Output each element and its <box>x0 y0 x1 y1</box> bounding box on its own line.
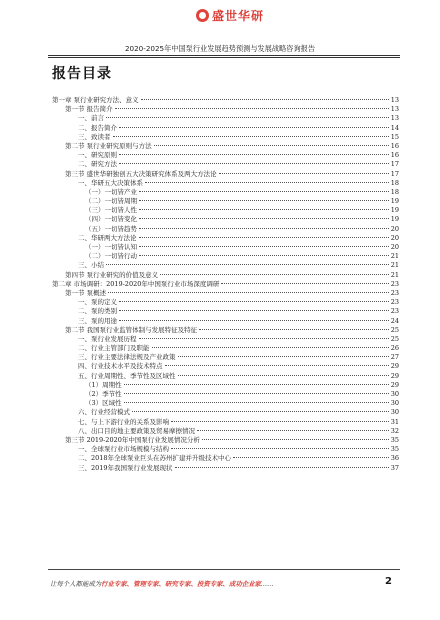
toc-leader-dots <box>165 365 389 366</box>
page-title: 报告目录 <box>52 66 112 82</box>
toc-entry-label: 一、研究原则 <box>78 151 117 160</box>
toc-entry-label: 二、报告简介 <box>78 123 117 132</box>
toc-leader-dots <box>202 439 389 440</box>
toc-entry-label: （3）区域性 <box>85 399 122 408</box>
toc-entry-page: 23 <box>390 307 399 316</box>
toc-entry-label: （一）一切皆认知 <box>85 243 137 251</box>
toc-leader-dots <box>124 384 389 385</box>
toc-entry-page: 37 <box>390 463 399 472</box>
toc-leader-dots <box>197 430 389 431</box>
toc-entry-page: 21 <box>390 270 399 279</box>
toc-entry-label: 二、2018年全球泵业巨头在苏州扩建并升级技术中心 <box>78 454 232 463</box>
toc-entry-label: 第二节 我国泵行业监管体制与发展特征及特征 <box>65 325 198 334</box>
toc-leader-dots <box>139 237 389 238</box>
toc-entry[interactable] <box>52 188 399 197</box>
toc-entry-page: 29 <box>390 362 399 371</box>
toc-entry[interactable] <box>52 289 399 298</box>
toc-leader-dots <box>115 108 389 109</box>
header-rule <box>48 55 400 56</box>
toc-entry-page: 24 <box>390 316 399 325</box>
toc-entry-label: （二）一切皆行动 <box>85 252 137 261</box>
table-of-contents <box>52 96 399 473</box>
toc-entry-label: 七、与上下游行业的关系及影响 <box>78 417 169 426</box>
toc-entry-page: 29 <box>390 371 399 380</box>
toc-entry-page: 16 <box>390 141 399 150</box>
toc-entry-label: 四、行业技术水平及技术特点 <box>78 362 163 371</box>
toc-entry-page: 35 <box>390 435 399 444</box>
toc-leader-dots <box>106 264 389 265</box>
footer-prefix: 让每个人都能成为 <box>50 580 102 588</box>
toc-entry-label: （三）一切皆人性 <box>85 206 137 215</box>
toc-entry-label: 二、行业主管部门及职能 <box>78 344 150 353</box>
toc-entry[interactable] <box>52 252 399 261</box>
toc-leader-dots <box>178 375 389 376</box>
toc-leader-dots <box>139 228 389 229</box>
toc-entry-label: 三、小结 <box>78 261 104 270</box>
toc-entry-page: 21 <box>390 252 399 261</box>
toc-entry-label: （1）周期性 <box>85 380 122 389</box>
toc-leader-dots <box>175 467 389 468</box>
toc-entry[interactable] <box>52 326 399 335</box>
toc-entry[interactable] <box>52 408 399 417</box>
toc-entry-label: （四）一切皆变化 <box>85 215 137 224</box>
footer-slogan <box>50 579 274 588</box>
toc-leader-dots <box>119 127 389 128</box>
toc-entry-label: 第二节 泵行业研究原则与方法 <box>65 141 152 150</box>
toc-entry-label: （五）一切皆趋势 <box>85 224 137 233</box>
toc-leader-dots <box>106 117 389 118</box>
toc-leader-dots <box>199 329 389 330</box>
toc-entry-label: 二、华研两大方法论 <box>78 233 137 242</box>
toc-entry-label: （二）一切皆周期 <box>85 197 137 206</box>
toc-entry-label: 一、前言 <box>78 114 104 123</box>
toc-entry-page: 20 <box>390 233 399 242</box>
toc-entry[interactable] <box>52 372 399 381</box>
toc-leader-dots <box>171 421 389 422</box>
toc-entry-page: 19 <box>390 206 399 215</box>
toc-entry[interactable] <box>52 96 399 105</box>
toc-leader-dots <box>160 274 389 275</box>
toc-entry[interactable] <box>52 215 399 224</box>
toc-entry-page: 35 <box>390 445 399 454</box>
toc-leader-dots <box>178 356 389 357</box>
toc-entry[interactable] <box>52 160 399 169</box>
toc-leader-dots <box>119 154 389 155</box>
toc-leader-dots <box>119 163 389 164</box>
toc-entry[interactable] <box>52 170 399 179</box>
toc-entry-page: 23 <box>390 288 399 297</box>
toc-entry[interactable] <box>52 445 399 454</box>
toc-entry-label: 三、泵的用途 <box>78 316 117 325</box>
page-number: 2 <box>385 576 392 587</box>
toc-entry[interactable] <box>52 151 399 160</box>
toc-entry-page: 17 <box>390 169 399 178</box>
toc-entry[interactable] <box>52 436 399 445</box>
toc-entry-page: 19 <box>390 215 399 224</box>
toc-leader-dots <box>139 200 389 201</box>
toc-entry-label: 第一节 报告简介 <box>65 105 113 114</box>
report-header-title: 2020-2025年中国泵行业发展趋势预测与发展战略咨询报告 <box>124 44 316 53</box>
toc-entry-page: 30 <box>390 408 399 417</box>
toc-entry[interactable] <box>52 133 399 142</box>
toc-entry-page: 27 <box>390 353 399 362</box>
toc-leader-dots <box>139 255 389 256</box>
toc-leader-dots <box>113 136 389 137</box>
toc-entry-page: 30 <box>390 399 399 408</box>
toc-leader-dots <box>119 301 389 302</box>
toc-entry-page: 14 <box>390 123 399 132</box>
toc-leader-dots <box>139 218 389 219</box>
header-rule-thin <box>48 57 400 58</box>
toc-leader-dots <box>154 145 389 146</box>
toc-entry[interactable] <box>52 344 399 353</box>
toc-entry[interactable] <box>52 298 399 307</box>
toc-entry-page: 15 <box>390 132 399 141</box>
toc-entry-page: 23 <box>390 298 399 307</box>
toc-entry[interactable] <box>52 114 399 123</box>
toc-entry-label: 二、研究方法 <box>78 160 117 169</box>
toc-entry-label: 五、行业周期性、季节性及区域性 <box>78 371 176 380</box>
toc-entry-label: 第三节 盛世华研独创五大决策研究体系及两大方法论 <box>65 169 217 178</box>
toc-entry[interactable] <box>52 124 399 133</box>
toc-entry-page: 26 <box>390 344 399 353</box>
toc-entry-page: 20 <box>390 243 399 251</box>
footer-rule <box>48 569 400 570</box>
toc-entry-label: 第一章 泵行业研究方法、意义 <box>52 96 139 104</box>
toc-leader-dots <box>108 292 389 293</box>
toc-entry[interactable] <box>52 243 399 252</box>
toc-entry-page: 32 <box>390 426 399 435</box>
toc-leader-dots <box>139 209 389 210</box>
toc-entry[interactable] <box>52 399 399 408</box>
toc-entry-label: 第四节 泵行业研究的价值及意义 <box>65 270 159 279</box>
toc-entry[interactable] <box>52 427 399 436</box>
toc-entry-label: 一、华研五大决策体系 <box>78 178 143 187</box>
toc-entry-page: 30 <box>390 390 399 398</box>
toc-leader-dots <box>124 393 389 394</box>
toc-entry[interactable] <box>52 335 399 344</box>
toc-entry-page: 25 <box>390 325 399 334</box>
toc-entry-page: 16 <box>390 151 399 160</box>
toc-entry[interactable] <box>52 317 399 326</box>
company-logo <box>196 6 264 24</box>
toc-entry-page: 31 <box>390 417 399 426</box>
toc-entry-label: 第一节 泵概述 <box>65 288 107 297</box>
footer-suffix: …… <box>260 580 274 588</box>
toc-entry[interactable] <box>52 225 399 234</box>
toc-entry[interactable] <box>52 381 399 390</box>
toc-entry-label: 一、全球泵行业市场规模与结构 <box>78 445 169 454</box>
toc-entry-label: （一）一切皆产业 <box>85 187 137 196</box>
toc-entry-page: 18 <box>390 187 399 196</box>
toc-entry-page: 20 <box>390 224 399 233</box>
toc-entry[interactable] <box>52 105 399 114</box>
toc-entry[interactable] <box>52 234 399 243</box>
toc-entry[interactable] <box>52 390 399 399</box>
toc-entry-label: 六、行业经营模式 <box>78 408 130 417</box>
toc-entry-page: 13 <box>390 114 399 123</box>
toc-leader-dots <box>139 191 389 192</box>
toc-leader-dots <box>171 448 389 449</box>
toc-entry-page: 19 <box>390 197 399 206</box>
toc-entry-page: 17 <box>390 160 399 169</box>
toc-entry-page: 36 <box>390 454 399 463</box>
toc-leader-dots <box>145 182 389 183</box>
toc-entry-page: 13 <box>390 96 399 104</box>
toc-entry-label: 一、泵行业发展历程 <box>78 334 137 343</box>
toc-leader-dots <box>132 411 389 412</box>
toc-entry[interactable] <box>52 454 399 463</box>
toc-entry-label: 三、2019年我国泵行业发展现状 <box>78 463 173 472</box>
toc-entry-page: 18 <box>390 178 399 187</box>
toc-entry-label: 一、泵的定义 <box>78 298 117 307</box>
toc-leader-dots <box>119 320 389 321</box>
toc-entry[interactable] <box>52 280 399 289</box>
toc-leader-dots <box>233 457 389 458</box>
toc-entry-label: （2）季节性 <box>85 390 122 398</box>
toc-leader-dots <box>221 283 388 284</box>
toc-leader-dots <box>119 310 389 311</box>
toc-entry[interactable] <box>52 271 399 280</box>
toc-entry-label: 三、行业主要法律法规及产业政策 <box>78 353 176 362</box>
toc-entry-label: 第三节 2019-2020年中国泵行业发展情况分析 <box>65 435 200 444</box>
toc-entry[interactable] <box>52 307 399 316</box>
toc-entry-label: 第二章 市场调研：2019-2020年中国泵行业市场深度调研 <box>52 279 220 288</box>
toc-entry-label: 三、致读者 <box>78 132 111 141</box>
toc-entry-page: 29 <box>390 380 399 389</box>
toc-leader-dots <box>139 338 389 339</box>
toc-entry-page: 13 <box>390 105 399 114</box>
toc-entry[interactable] <box>52 197 399 206</box>
toc-leader-dots <box>141 99 389 100</box>
toc-entry-page: 23 <box>390 279 399 288</box>
toc-entry[interactable] <box>52 418 399 427</box>
toc-entry[interactable] <box>52 261 399 270</box>
toc-entry[interactable] <box>52 179 399 188</box>
toc-entry-page: 25 <box>390 334 399 343</box>
toc-entry[interactable] <box>52 142 399 151</box>
logo-icon <box>196 9 209 22</box>
toc-leader-dots <box>152 347 389 348</box>
logo-text: 盛世华研 <box>212 8 265 23</box>
toc-entry[interactable] <box>52 362 399 371</box>
toc-leader-dots <box>124 402 389 403</box>
toc-leader-dots <box>219 173 389 174</box>
toc-entry-label: 八、出口目的地主要政策及贸易摩擦情况 <box>78 426 195 435</box>
toc-entry[interactable] <box>52 464 399 473</box>
toc-leader-dots <box>139 246 389 247</box>
footer-highlight: 行业专家、管理专家、研究专家、投资专家、成功企业家 <box>101 580 261 588</box>
toc-entry-page: 21 <box>390 261 399 270</box>
toc-entry-label: 二、泵的类别 <box>78 307 117 316</box>
